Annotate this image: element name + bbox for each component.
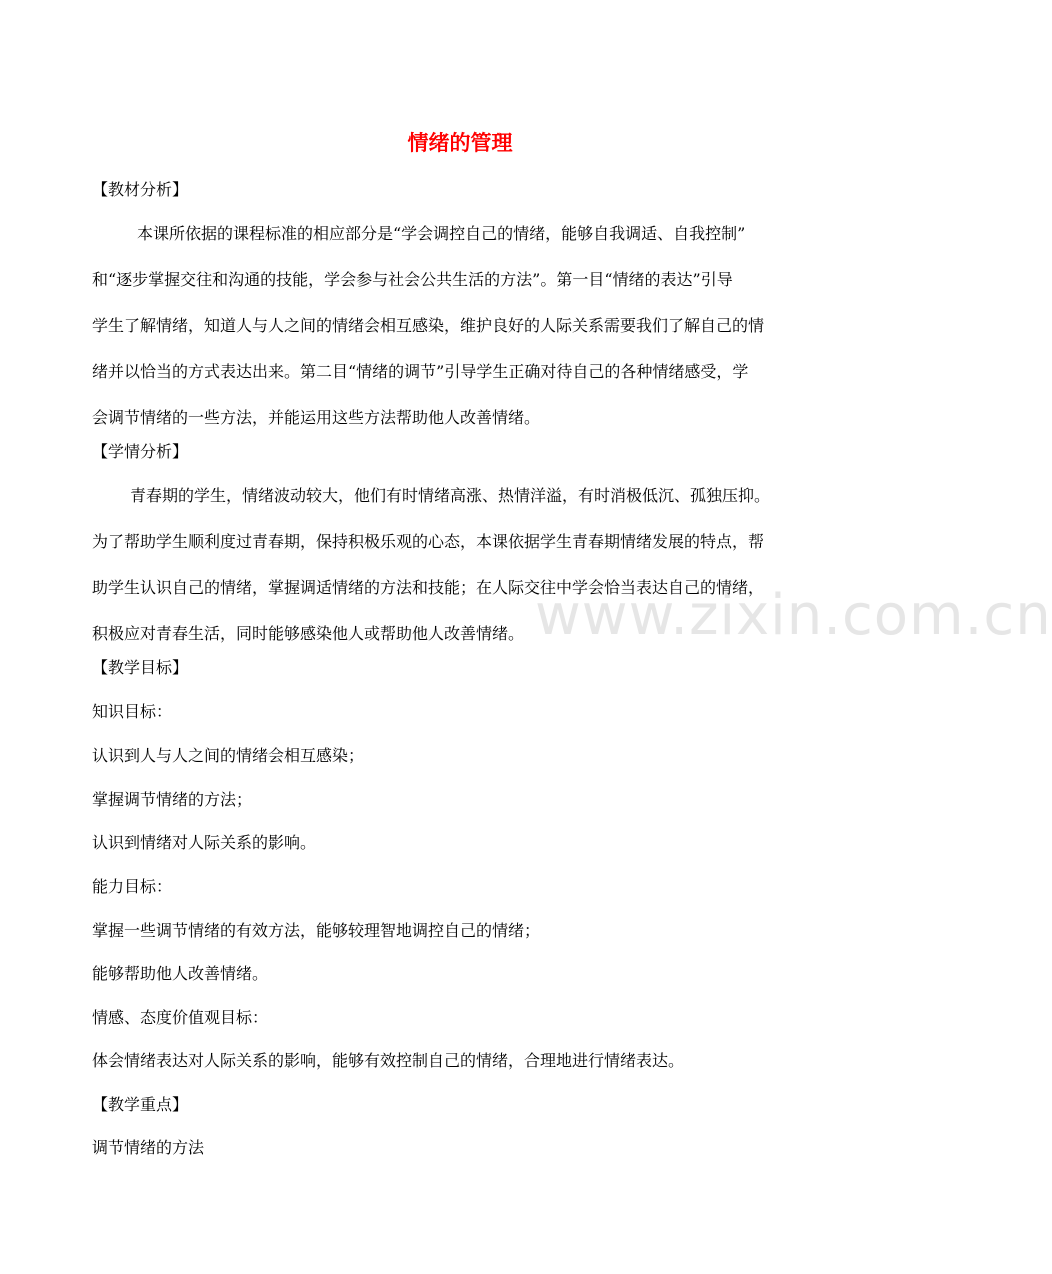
knowledge-goal-item: 认识到情绪对人际关系的影响。 bbox=[92, 833, 317, 852]
text-line: 助学生认识自己的情绪，掌握调适情绪的方法和技能；在人际交往中学会恰当表达自己的情绪， bbox=[92, 578, 765, 597]
watermark-text: www.zixin.com.cn bbox=[535, 583, 1052, 648]
text-line: 本课所依据的课程标准的相应部分是“学会调控自己的情绪，能够自我调适、自我控制” bbox=[137, 224, 746, 243]
knowledge-goal-label: 知识目标： bbox=[92, 702, 173, 721]
text-line: 和“逐步掌握交往和沟通的技能，学会参与社会公共生活的方法”。第一目“情绪的表达”引导 bbox=[92, 270, 733, 289]
document-title: 情绪的管理 bbox=[407, 131, 513, 155]
text-line: 绪并以恰当的方式表达出来。第二目“情绪的调节”引导学生正确对待自己的各种情绪感受，学 bbox=[92, 362, 749, 381]
text-line: 为了帮助学生顺利度过青春期，保持积极乐观的心态，本课依据学生青春期情绪发展的特点，帮 bbox=[92, 532, 765, 551]
attitude-goal-item: 体会情绪表达对人际关系的影响，能够有效控制自己的情绪，合理地进行情绪表达。 bbox=[92, 1051, 685, 1070]
knowledge-goal-item: 认识到人与人之间的情绪会相互感染； bbox=[92, 746, 365, 765]
paragraph-textbook-analysis bbox=[92, 218, 828, 434]
text-line: 会调节情绪的一些方法，并能运用这些方法帮助他人改善情绪。 bbox=[92, 408, 541, 427]
section-heading-goals: 【教学目标】 bbox=[92, 658, 189, 677]
section-heading-textbook: 【教材分析】 bbox=[92, 180, 189, 199]
ability-goal-item: 掌握一些调节情绪的有效方法，能够较理智地调控自己的情绪； bbox=[92, 921, 541, 940]
focus-item: 调节情绪的方法 bbox=[92, 1138, 205, 1157]
ability-goal-item: 能够帮助他人改善情绪。 bbox=[92, 964, 269, 983]
section-heading-student: 【学情分析】 bbox=[92, 442, 189, 461]
text-line: 学生了解情绪，知道人与人之间的情绪会相互感染，维护良好的人际关系需要我们了解自己的情 bbox=[92, 316, 765, 335]
ability-goal-label: 能力目标： bbox=[92, 877, 173, 896]
attitude-goal-label: 情感、态度价值观目标： bbox=[92, 1008, 269, 1027]
section-heading-focus: 【教学重点】 bbox=[92, 1095, 189, 1114]
paragraph-student-analysis bbox=[92, 480, 828, 650]
document-page bbox=[92, 0, 828, 1274]
text-line: 积极应对青春生活，同时能够感染他人或帮助他人改善情绪。 bbox=[92, 624, 525, 643]
knowledge-goal-item: 掌握调节情绪的方法； bbox=[92, 790, 253, 809]
text-line: 青春期的学生，情绪波动较大，他们有时情绪高涨、热情洋溢，有时消极低沉、孤独压抑。 bbox=[130, 486, 771, 505]
